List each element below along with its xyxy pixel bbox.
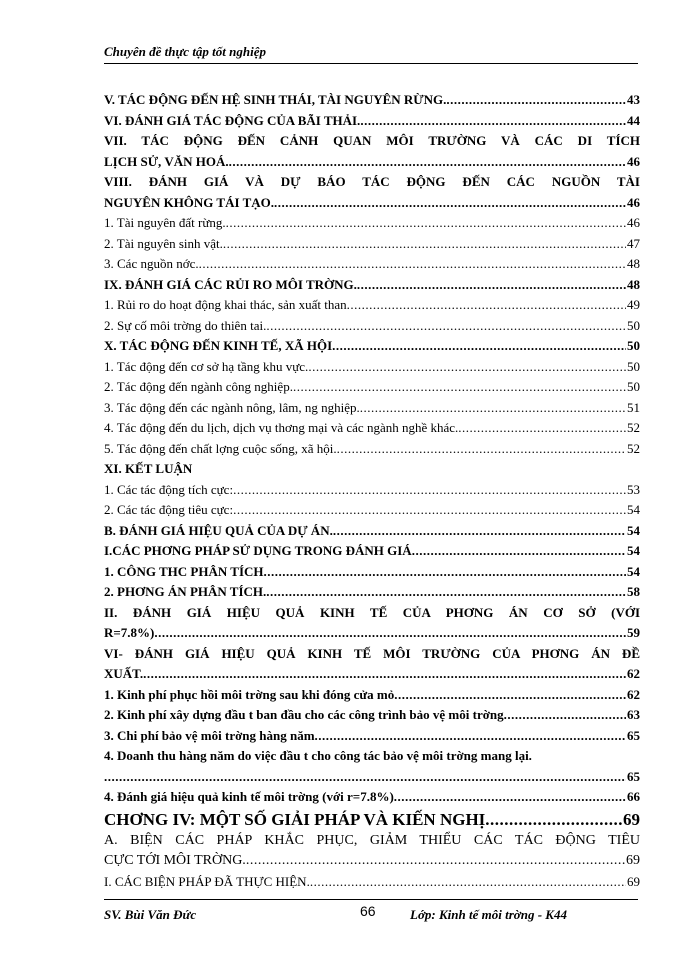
header-rule <box>104 63 638 64</box>
toc-entry[interactable]: 2. Sự cố môi trờng do thiên tai. ..... 50 <box>104 316 640 337</box>
toc-entry[interactable]: 1. CÔNG THC PHÂN TÍCH ..... 54 <box>104 562 640 583</box>
toc-entry-continued[interactable]: NGUYÊN KHÔNG TÁI TẠO. ..... 46 <box>104 193 640 214</box>
running-header: Chuyên đề thực tập tốt nghiệp <box>104 44 266 59</box>
toc-entry-continued[interactable]: LỊCH SỬ, VĂN HOÁ. ..... 46 <box>104 152 640 173</box>
toc-entry-continued[interactable]: ..... 65 <box>104 767 640 788</box>
page-number: 66 <box>360 903 376 919</box>
table-of-contents <box>104 90 640 892</box>
toc-entry[interactable]: 2. Tác động đến ngành công nghiệp. ..... 50 <box>104 377 640 398</box>
toc-entry[interactable]: 2. Các tác động tiêu cực: ..... 54 <box>104 500 640 521</box>
toc-entry[interactable]: 4. Đánh giá hiệu quả kinh tế môi trờng (với r=7.8%) ..... 66 <box>104 787 640 808</box>
toc-entry[interactable]: VII. TÁC ĐỘNG ĐẾN CẢNH QUAN MÔI TRƯỜNG VÀ CÁC DI TÍCH <box>104 133 640 148</box>
toc-entry[interactable]: 2. PHƠNG ÁN PHÂN TÍCH. ..... 58 <box>104 582 640 603</box>
toc-entry[interactable]: V. TÁC ĐỘNG ĐẾN HỆ SINH THÁI, TÀI NGUYÊN RỪNG. ..... 43 <box>104 90 640 111</box>
toc-entry-continued[interactable]: XUẤT. ..... 62 <box>104 664 640 685</box>
toc-entry[interactable]: 4. Tác động đến du lịch, dịch vụ thơng mại và các ngành nghề khác. ..... 52 <box>104 418 640 439</box>
toc-entry[interactable]: IX. ĐÁNH GIÁ CÁC RỦI RO MÔI TRỜNG. ..... 48 <box>104 275 640 296</box>
toc-entry[interactable]: 1. Tác động đến cơ sở hạ tầng khu vực. ..... 50 <box>104 357 640 378</box>
toc-entry[interactable]: VI- ĐÁNH GIÁ HIỆU QUẢ KINH TẾ MÔI TRƯỜNG CỦA PHƠNG ÁN ĐỀ <box>104 645 640 661</box>
toc-chapter-entry[interactable]: CHƠNG IV: MỘT SỐ GIẢI PHÁP VÀ KIẾN NGHỊ ..... 69 <box>104 808 640 831</box>
toc-entry-continued[interactable]: CỰC TỚI MÔI TRỜNG. ..... 69 <box>104 851 640 872</box>
toc-entry[interactable]: X. TÁC ĐỘNG ĐẾN KINH TẾ, XÃ HỘI ..... 50 <box>104 336 640 357</box>
toc-entry[interactable]: 4. Doanh thu hàng năm do việc đầu t cho công tác bảo vệ môi trờng mang lại. <box>104 748 532 763</box>
toc-heading[interactable]: XI. KẾT LUẬN <box>104 461 193 476</box>
toc-entry[interactable]: VIII. ĐÁNH GIÁ VÀ DỰ BÁO TÁC ĐỘNG ĐẾN CÁC NGUỒN TÀI <box>104 174 640 189</box>
footer-rule <box>104 899 638 900</box>
toc-entry[interactable]: II. ĐÁNH GIÁ HIỆU QUẢ KINH TẾ CỦA PHƠNG ÁN CƠ SỞ (VỚI <box>104 604 640 620</box>
toc-entry[interactable]: VI. ĐÁNH GIÁ TÁC ĐỘNG CỦA BÃI THẢI. ..... 44 <box>104 111 640 132</box>
toc-entry[interactable]: 1. Các tác động tích cực: ..... 53 <box>104 480 640 501</box>
toc-entry[interactable]: 1. Kinh phí phục hồi môi trờng sau khi đóng cửa mỏ ..... 62 <box>104 685 640 706</box>
toc-entry-continued[interactable]: R=7.8%) ..... 59 <box>104 623 640 644</box>
toc-entry[interactable]: 1. Tài nguyên đất rừng. ..... 46 <box>104 213 640 234</box>
toc-entry[interactable]: I. CÁC BIỆN PHÁP ĐÃ THỰC HIỆN. ..... 69 <box>104 872 640 893</box>
toc-entry[interactable]: 1. Rủi ro do hoạt động khai thác, sản xuất than ..... 49 <box>104 295 640 316</box>
toc-entry[interactable]: B. ĐÁNH GIÁ HIỆU QUẢ CỦA DỰ ÁN. ..... 54 <box>104 521 640 542</box>
toc-entry[interactable]: A. BIỆN CÁC PHÁP KHẮC PHỤC, GIẢM THIỂU CÁC TÁC ĐỘNG TIÊU <box>104 832 640 848</box>
toc-entry[interactable]: 3. Tác động đến các ngành nông, lâm, ng nghiệp. ..... 51 <box>104 398 640 419</box>
toc-entry[interactable]: 3. Chi phí bảo vệ môi trờng hàng năm ..... 65 <box>104 726 640 747</box>
toc-entry[interactable]: 2. Tài nguyên sinh vật. ..... 47 <box>104 234 640 255</box>
footer-author: SV. Bùi Văn Đức <box>104 907 197 922</box>
toc-entry[interactable]: 2. Kinh phí xây dựng đầu t ban đầu cho các công trình bảo vệ môi trờng ..... 63 <box>104 705 640 726</box>
toc-entry[interactable]: I.CÁC PHƠNG PHÁP SỬ DỤNG TRONG ĐÁNH GIÁ ..... 54 <box>104 541 640 562</box>
toc-entry[interactable]: 5. Tác động đến chất lợng cuộc sống, xã hội. ..... 52 <box>104 439 640 460</box>
footer-class: Lớp: Kinh tế môi trờng - K44 <box>410 907 567 922</box>
toc-entry[interactable]: 3. Các nguồn nớc. ..... 48 <box>104 254 640 275</box>
